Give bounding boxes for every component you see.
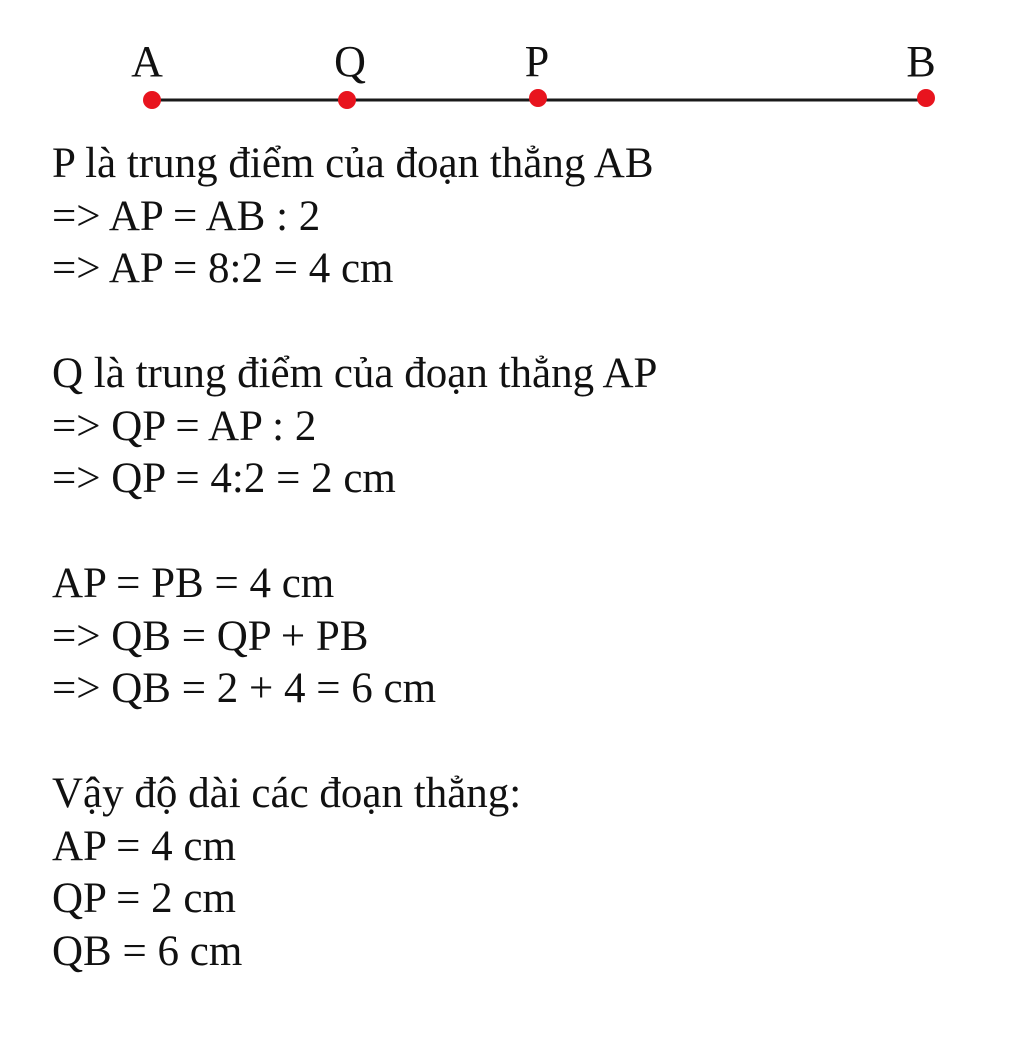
- solution-line: AP = PB = 4 cm: [52, 560, 335, 607]
- point-p-label: P: [524, 37, 550, 86]
- solution-line: => QB = QP + PB: [52, 612, 369, 660]
- solution-text: [52, 138, 992, 978]
- solution-line: => QP = AP : 2: [52, 402, 317, 450]
- solution-line: => QB = 2 + 4 = 6 cm: [52, 665, 437, 712]
- solution-line: => AP = 8:2 = 4 cm: [52, 245, 394, 292]
- point-p-dot: [529, 89, 547, 107]
- point-q-label: Q: [334, 37, 366, 86]
- point-p: [525, 37, 549, 107]
- point-q-dot: [338, 91, 356, 109]
- point-a: [131, 37, 163, 109]
- point-b-label: B: [906, 37, 936, 86]
- solution-line: Q là trung điểm của đoạn thẳng AP: [52, 350, 658, 397]
- point-a-label: A: [131, 37, 163, 86]
- solution-line: => AP = AB : 2: [52, 192, 321, 240]
- solution-line: QP = 2 cm: [52, 875, 236, 922]
- point-a-dot: [143, 91, 161, 109]
- point-b-dot: [917, 89, 935, 107]
- step-midpoint-q: [52, 348, 992, 506]
- point-q: [334, 37, 366, 109]
- solution-line: QB = 6 cm: [52, 927, 243, 975]
- segment-diagram: [0, 0, 1024, 130]
- solution-line: => QP = 4:2 = 2 cm: [52, 455, 396, 502]
- solution-line: Vậy độ dài các đoạn thẳng:: [52, 770, 522, 817]
- solution-line: AP = 4 cm: [52, 822, 236, 870]
- point-b: [906, 37, 935, 107]
- conclusion: [52, 768, 992, 978]
- step-midpoint-p: [52, 138, 992, 296]
- solution-line: P là trung điểm của đoạn thẳng AB: [52, 140, 654, 187]
- step-segment-qb: [52, 558, 992, 716]
